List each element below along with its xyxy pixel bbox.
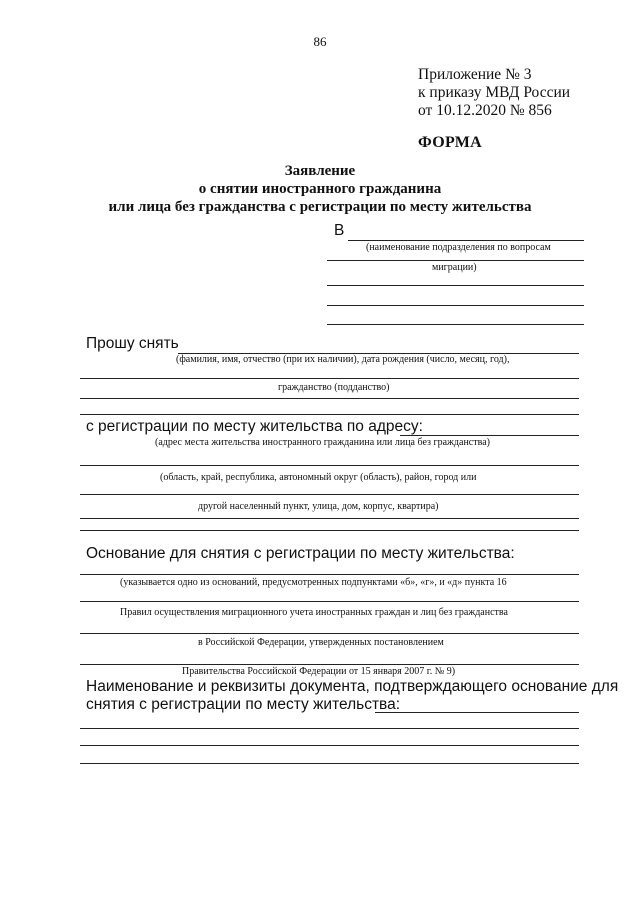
form-label: ФОРМА xyxy=(418,134,483,151)
address-field-line-1[interactable] xyxy=(400,435,579,436)
page-number: 86 xyxy=(313,34,327,49)
basis-label: Основание для снятия с регистрации по месту жительства: xyxy=(86,545,515,562)
basis-field-line-3[interactable] xyxy=(80,633,579,634)
address-hint-2: (область, край, республика, автономный округ (область), район, город или xyxy=(160,472,477,483)
basis-hint-2: Правил осуществления миграционного учета иностранных граждан и лиц без гражданства xyxy=(120,607,508,618)
address-field-line-3[interactable] xyxy=(80,494,579,495)
basis-field-line-2[interactable] xyxy=(80,601,579,602)
address-label: с регистрации по месту жительства по адресу: xyxy=(86,418,423,435)
basis-hint-4: Правительства Российской Федерации от 15 января 2007 г. № 9) xyxy=(182,666,456,677)
document-label-line-2: снятия с регистрации по месту жительства: xyxy=(86,696,401,713)
request-field-line-2[interactable] xyxy=(80,378,579,379)
basis-hint-3: в Российской Федерации, утвержденных постановлением xyxy=(198,637,444,648)
address-field-line-5[interactable] xyxy=(80,530,579,531)
address-field-line-2[interactable] xyxy=(80,465,579,466)
appendix-line-1: Приложение № 3 xyxy=(418,66,532,83)
address-hint-3: другой населенный пункт, улица, дом, корпус, квартира) xyxy=(198,501,439,512)
addressee-field-line-1[interactable] xyxy=(348,240,584,241)
title-line-2: о снятии иностранного гражданина xyxy=(198,181,442,197)
addressee-field-line-4[interactable] xyxy=(327,305,584,306)
addressee-hint-1: (наименование подразделения по вопросам xyxy=(366,242,551,253)
request-hint-citizenship: гражданство (подданство) xyxy=(278,382,390,393)
addressee-field-line-5[interactable] xyxy=(327,324,584,325)
request-field-line-3[interactable] xyxy=(80,398,579,399)
appendix-line-2: к приказу МВД России xyxy=(418,84,571,101)
addressee-field-line-2[interactable] xyxy=(327,260,584,261)
document-field-line-4[interactable] xyxy=(80,763,579,764)
document-field-line-3[interactable] xyxy=(80,745,579,746)
basis-field-line-4[interactable] xyxy=(80,664,579,665)
document-label-line-1: Наименование и реквизиты документа, подтверждающего основание для xyxy=(86,678,619,695)
document-field-line-1[interactable] xyxy=(375,712,579,713)
basis-hint-1: (указывается одно из оснований, предусмотренных подпунктами «б», «г», и «д» пункта 16 xyxy=(120,577,507,588)
title-line-1: Заявление xyxy=(284,163,356,179)
addressee-prefix: В xyxy=(334,222,345,239)
addressee-hint-2: миграции) xyxy=(432,262,477,273)
address-hint-1: (адрес места жительства иностранного гражданина или лица без гражданства) xyxy=(155,437,490,448)
title-line-3: или лица без гражданства с регистрации по месту жительства xyxy=(108,199,532,215)
basis-field-line-1[interactable] xyxy=(80,574,579,575)
document-field-line-2[interactable] xyxy=(80,728,579,729)
appendix-line-3: от 10.12.2020 № 856 xyxy=(418,102,552,119)
addressee-field-line-3[interactable] xyxy=(327,285,584,286)
request-hint-person: (фамилия, имя, отчество (при их наличии), дата рождения (число, месяц, год), xyxy=(176,354,510,365)
address-field-line-4[interactable] xyxy=(80,518,579,519)
request-field-line-4[interactable] xyxy=(80,414,579,415)
request-label: Прошу снять xyxy=(86,335,179,352)
